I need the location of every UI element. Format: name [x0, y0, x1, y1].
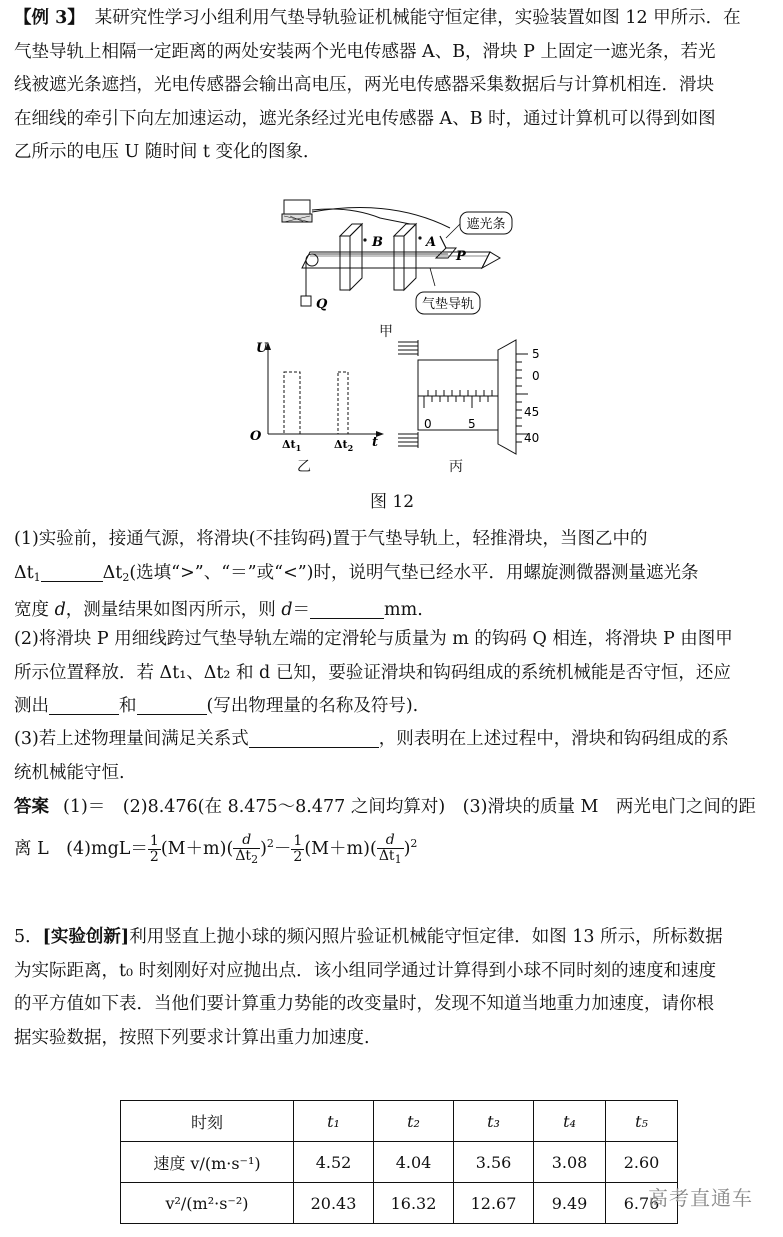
voltage-graph	[244, 340, 394, 455]
blank-compare[interactable]	[41, 563, 103, 582]
table-cell: 20.43	[294, 1183, 374, 1224]
table-cell: 4.04	[374, 1142, 454, 1183]
slider-p	[436, 248, 456, 258]
question-5	[14, 921, 776, 1055]
table-header-cell: t₅	[606, 1101, 678, 1142]
example-line-3: 线被遮光条遮挡，光电传感器会输出高电压，两光电传感器采集数据后与计算机相连．滑块	[14, 75, 714, 95]
question-2	[14, 623, 776, 724]
table-cell: 3.56	[454, 1142, 534, 1183]
weight-q	[301, 296, 311, 306]
blank-quantity-1[interactable]	[49, 696, 119, 715]
q3-line-1: (3)若上述物理量间满足关系式 ，则表明在上述过程中，滑块和钩码组成的系	[14, 729, 729, 749]
q3-line-2: 统机械能守恒.	[14, 762, 125, 783]
photogate-b	[340, 224, 362, 236]
sub-yi: 乙	[297, 459, 311, 475]
sub-bing: 丙	[449, 459, 463, 475]
answer-line-1: 答案 (1)＝ (2)8.476(在 8.475～8.477 之间均算对) (3)滑块的质量 M 两光电门之间的距	[14, 797, 756, 817]
pulse-2	[338, 372, 348, 434]
sub-jia: 甲	[379, 324, 393, 340]
computer-keyboard	[282, 214, 312, 222]
example-paragraph	[14, 2, 776, 170]
graph-u: U	[256, 341, 268, 356]
table-header-cell: 时刻	[121, 1101, 294, 1142]
figure-caption: 图 12	[370, 492, 415, 512]
answer-label: 答案	[14, 797, 49, 817]
photogate-a	[394, 224, 416, 236]
blank-d[interactable]	[310, 600, 384, 619]
q1-line-3: 宽度 d，测量结果如图丙所示，则 d＝ mm.	[14, 600, 423, 620]
label-q: Q	[316, 297, 328, 312]
example-line-4: 在细线的牵引下向左加速运动，遮光条经过光电传感器 A、B 时，通过计算机可以得到如图	[14, 108, 716, 129]
table-header-cell: t₂	[374, 1101, 454, 1142]
pulse-1	[284, 372, 300, 434]
table-cell: 16.32	[374, 1183, 454, 1224]
q5-line-3: 的平方值如下表．当他们要计算重力势能的改变量时，发现不知道当地重力加速度，请你根	[14, 994, 714, 1014]
computer-monitor	[284, 200, 310, 214]
example-tag: 【例 3】	[14, 8, 85, 28]
table-cell: 2.60	[606, 1142, 678, 1183]
question-1	[14, 523, 776, 628]
callout-zheguangtiao: 遮光条	[466, 217, 506, 232]
table-cell: 3.08	[534, 1142, 606, 1183]
micro-0-bottom: 0	[424, 417, 432, 431]
graph-t: t	[372, 435, 379, 450]
table-row	[121, 1142, 678, 1183]
micro-0-right: 0	[532, 369, 540, 383]
cable-1	[312, 209, 410, 224]
graph-o: O	[250, 429, 262, 444]
table-header-cell: t₁	[294, 1101, 374, 1142]
graph-dt2: $\Delta t_2$	[334, 438, 354, 453]
micrometer-diagram	[394, 338, 554, 456]
main-scale	[424, 390, 492, 408]
table-cell: 6.76	[606, 1183, 678, 1224]
q5-line-1: 5．[实验创新]利用竖直上抛小球的频闪照片验证机械能守恒定律．如图 13 所示，所标数据	[14, 927, 723, 947]
table-cell: 4.52	[294, 1142, 374, 1183]
label-p: P	[456, 249, 466, 264]
table-header-cell: t₃	[454, 1101, 534, 1142]
q5-line-4: 据实验数据，按照下列要求计算出重力加速度.	[14, 1027, 370, 1048]
micro-5-top: 5	[532, 347, 540, 361]
callout-daogui: 气垫导轨	[421, 297, 475, 312]
label-b: B	[372, 235, 383, 250]
q2-line-2: 所示位置释放．若 Δt₁、Δt₂ 和 d 已知，要验证滑块和钩码组成的系统机械能是否守恒，还应	[14, 662, 731, 683]
table-cell: 9.49	[534, 1183, 606, 1224]
micro-40: 40	[524, 431, 540, 445]
q1-line-1: (1)实验前，接通气源，将滑块(不挂钩码)置于气垫导轨上，轻推滑块，当图乙中的	[14, 529, 648, 549]
table-cell: v²/(m²·s⁻²)	[121, 1183, 294, 1224]
micrometer-anvil	[398, 340, 418, 448]
answer-line-2: 离 L (4)mgL＝ $\frac{1}{2}$ (M＋m)( $\frac{d}{\Delta t_2}$ )$^2$－ $\frac{1}{2}$ (M＋m)( $\frac{d}{\Delta t_1}$ )$^2$	[14, 831, 418, 866]
example-line-1: 某研究性学习小组利用气垫导轨验证机械能守恒定律，实验装置如图 12 甲所示．在	[94, 8, 741, 28]
shutter-strip	[440, 236, 446, 248]
watermark: 高考直通车	[648, 1186, 753, 1210]
table-row	[121, 1101, 678, 1142]
table-cell: 速度 v/(m·s⁻¹)	[121, 1142, 294, 1183]
graph-dt1: $\Delta t_1$	[282, 438, 302, 453]
thimble-scale	[516, 354, 528, 442]
apparatus-diagram	[270, 196, 520, 336]
table-header-cell: t₄	[534, 1101, 606, 1142]
q2-line-1: (2)将滑块 P 用细线跨过气垫导轨左端的定滑轮与质量为 m 的钩码 Q 相连，将滑块 P 由图甲	[14, 629, 733, 649]
question-3	[14, 723, 776, 790]
q5-line-2: 为实际距离，t₀ 时刻刚好对应抛出点．该小组同学通过计算得到小球不同时刻的速度和速度	[14, 960, 717, 981]
micro-45: 45	[524, 405, 540, 419]
answer	[14, 791, 776, 869]
blank-quantity-2[interactable]	[137, 696, 207, 715]
micro-5-bottom: 5	[468, 417, 476, 431]
table-row	[121, 1183, 678, 1224]
example-line-2: 气垫导轨上相隔一定距离的两处安装两个光电传感器 A、B，滑块 P 上固定一遮光条，若光	[14, 41, 716, 62]
label-a: A	[426, 235, 437, 250]
table-cell: 12.67	[454, 1183, 534, 1224]
micrometer-thimble	[498, 340, 516, 454]
example-line-5: 乙所示的电压 U 随时间 t 变化的图象．	[14, 142, 321, 162]
q1-line-2: $\Delta t_1$ $\Delta t_2$(选填“>”、“＝”或“<”)时，说明气垫已经水平．用螺旋测微器测量遮光条	[14, 562, 699, 584]
velocity-table	[120, 1100, 678, 1224]
blank-relation[interactable]	[249, 729, 379, 748]
q2-line-3: 测出 和 (写出物理量的名称及符号).	[14, 696, 419, 716]
